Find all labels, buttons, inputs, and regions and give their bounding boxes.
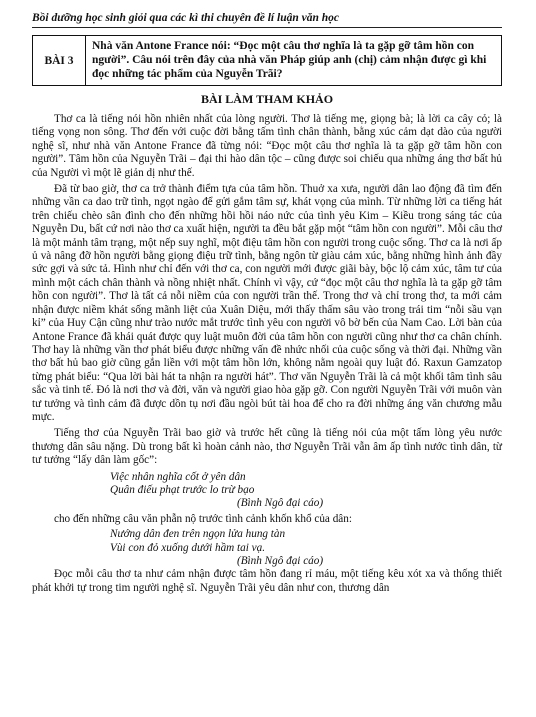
exercise-number: BÀI 3: [33, 36, 86, 85]
quote-line: Vùi con đỏ xuống dưới hầm tai vạ.: [110, 541, 266, 554]
essay-body: [32, 113, 502, 595]
quote-source-2: (Bình Ngô đại cáo): [237, 555, 324, 567]
paragraph-2: Đã từ bao giờ, thơ ca trở thành điểm tựa của tâm hồn. Thuở xa xưa, người dân lao động đã tìm đến những vần ca dao trữ tình, ngọt ngào để gửi gắm tâm sự, khát vọng của mình. Từ những lời ca tiếng hát trên chiếu chèo sân đình cho đến những hồi hồi náo nức của tình yêu Kim – Kiều trong sáng tác của Nguyễn Du, bất cứ nơi nào thơ ca xuất hiện, người ta đều bắt gặp một “tâm hồn con người”. Mỗi câu thơ là một mảnh tâm trạng, một nếp suy nghĩ, một điệu tâm hồn con người trong cuộc sống. Thơ ca là nơi ấp ủ và nâng đỡ hồn người bằng giọng điệu trữ tình, bằng ngôn từ giàu cảm xúc, bằng những hình ảnh đầy sức gợi và sức tả. Hình như chỉ đến với thơ ca, con người mới được giãi bày, bộc lộ cảm xúc, tâm tư của mình một cách chân thành và nồng nhiệt nhất. Chính vì vậy, cứ “đọc một câu thơ nghĩa là ta gặp gỡ tâm hồn con người”. Thơ là tất cả nỗi niềm của con người trần thế. Trong thơ và chỉ trong thơ, ta mới cảm nhận được niềm khát sống mãnh liệt của Xuân Diệu, mới thấy thấm sâu vào trong trái tim “nỗi sầu vạn kỉ” của Huy Cận cũng như trào nước mắt trước tình yêu con người vô bờ bến của Nam Cao. Lời bàn của Antone France đã khái quát được quy luật muôn đời của tâm hồn con người cũng như thơ ca chân chính. Thơ hay là những vần thơ phát biểu được những vấn đề nhức nhối của cuộc sống và thời đại. Những vần thơ bất hủ bao giờ cũng gắn liền với một tâm hồn lớn, không nằm ngoài quy luật đó. Raxun Gamzatop từng phát biểu: “Qua lời bài hát ta nhận ra người hát”. Thơ văn Nguyễn Trãi là cả một khối tâm tình sâu sắc và tinh tế. Đó là nơi thơ và đời, văn và người giao hòa gặp gỡ. Con người Nguyễn Trãi với muôn vàn tư tưởng và tình cảm đã được dồn tụ nơi đầu ngòi bút tài hoa để cho ra đời những áng văn chương mẫu mực.: [32, 183, 502, 423]
exercise-box: [32, 35, 502, 86]
section-title: BÀI LÀM THAM KHẢO: [200, 92, 334, 106]
paragraph-3: Tiếng thơ của Nguyễn Trãi bao giờ và trước hết cũng là tiếng nói của một tấm lòng yêu nước thương dân sâu nặng. Dù trong bất kì hoàn cảnh nào, thơ Nguyễn Trãi vẫn âm ấp tình nước tình dân, từ tư tưởng “lấy dân làm gốc”:: [32, 427, 502, 467]
quote-line: Việc nhân nghĩa cốt ở yên dân: [110, 470, 246, 483]
quote-block-1: [32, 471, 502, 498]
transition-line: cho đến những câu văn phẫn nộ trước tình cảnh khốn khổ của dân:: [54, 512, 352, 525]
paragraph-1: Thơ ca là tiếng nói hồn nhiên nhất của lòng người. Thơ là tiếng mẹ, giọng bà; là lời ca cây cỏ; là tiếng vọng non sông. Thơ đến với cuộc đời bằng tấm tình chân thành, bằng xúc cảm dạt dào của người nghệ sĩ, như nhà văn Antone France đã từng nói: “Đọc một câu thơ nghĩa là ta gặp gỡ tâm hồn con người”. Tâm hồn của Nguyễn Trãi – đại thi hào dân tộc – cũng được soi chiếu qua những áng thơ bất hủ của Người vì một lẽ giản dị như thế.: [32, 113, 502, 179]
exercise-prompt: Nhà văn Antone France nói: “Đọc một câu thơ nghĩa là ta gặp gỡ tâm hồn con người”. Câu nói trên đây của nhà văn Pháp giúp anh (chị) cảm nhận được gì khi đọc những tác phẩm của Nguyễn Trãi?: [92, 40, 487, 80]
quote-line: Nướng dân đen trên ngọn lửa hung tàn: [110, 528, 286, 541]
quote-source-1: (Bình Ngô đại cáo): [237, 497, 324, 510]
quote-line: Quân điếu phạt trước lo trừ bạo: [110, 483, 255, 496]
paragraph-last: Đọc mỗi câu thơ ta như cảm nhận được tâm hồn đang rỉ máu, một tiếng kêu xót xa và thống thiết phát khởi tự trong tim người nghệ sĩ. Nguyễn Trãi yêu dân như con, thương dân: [32, 568, 502, 594]
running-header: Bồi dưỡng học sinh giỏi qua các kì thi chuyên đề lí luận văn học: [32, 12, 502, 28]
quote-block-2: [32, 528, 502, 555]
